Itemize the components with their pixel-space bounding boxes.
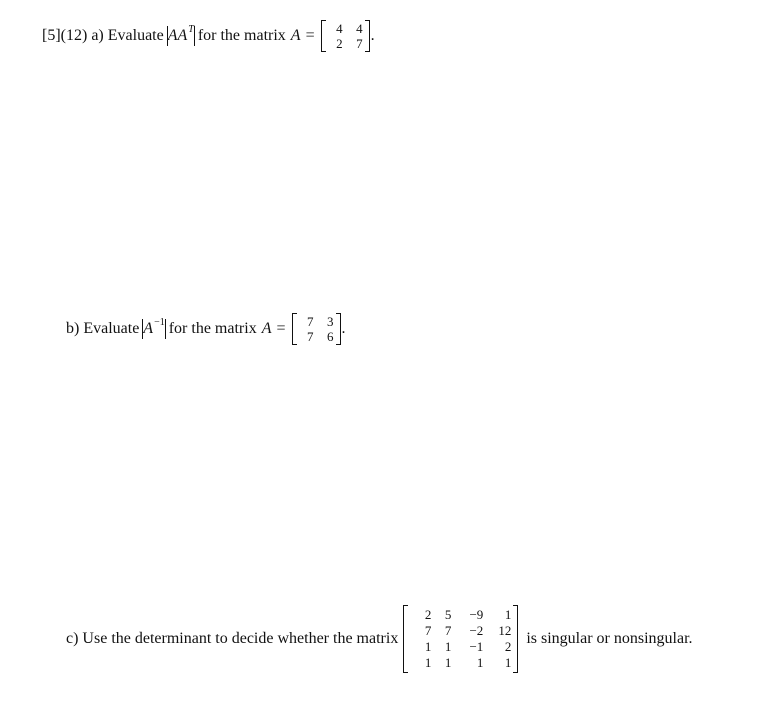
part-b-question [66, 313, 346, 345]
part-a-matrix [321, 20, 370, 52]
matrix-cell: 7 [444, 623, 452, 638]
matrix-cell: 1 [424, 639, 432, 654]
matrix-cell: 2 [336, 36, 343, 51]
part-a-product: AA [167, 27, 188, 44]
matrix-cell: 7 [424, 623, 432, 638]
part-b-exponent: −1 [154, 316, 165, 328]
part-c-matrix [403, 605, 518, 673]
part-a-equals: = [305, 27, 315, 44]
matrix-cell: 7 [356, 36, 363, 51]
part-a-prefix: [5](12) a) Evaluate [42, 27, 164, 44]
matrix-cell: 1 [504, 607, 512, 622]
matrix-cell: 7 [307, 314, 314, 329]
matrix-cell: 6 [327, 329, 334, 344]
matrix-cell: 1 [504, 655, 512, 670]
part-c-prefix: c) Use the determinant to decide whether the matrix [66, 630, 399, 647]
matrix-cell: 1 [444, 655, 452, 670]
part-b-equals: = [276, 320, 286, 337]
matrix-cell: −1 [469, 639, 484, 654]
matrix-cell: 7 [307, 329, 314, 344]
part-a-question [42, 20, 375, 52]
matrix-cell: −9 [469, 607, 484, 622]
matrix-cell: 1 [444, 639, 452, 654]
part-a-period: . [370, 27, 375, 44]
part-a-middle: for the matrix [197, 27, 286, 44]
matrix-cell: 2 [504, 639, 512, 654]
matrix-cell: 5 [444, 607, 452, 622]
part-a-exponent: T [188, 23, 194, 35]
matrix-cell: 4 [356, 21, 363, 36]
matrix-cell: 12 [498, 623, 512, 638]
part-b-determinant [142, 316, 165, 339]
part-b-prefix: b) Evaluate [66, 320, 140, 337]
matrix-cell: −2 [469, 623, 484, 638]
matrix-cell: 4 [336, 21, 343, 36]
part-b-var-inner: A [143, 320, 154, 337]
part-b-middle: for the matrix [168, 320, 257, 337]
part-c-suffix: is singular or nonsingular. [526, 630, 693, 647]
matrix-cell: 3 [327, 314, 334, 329]
matrix-cell: 1 [476, 655, 484, 670]
part-a-determinant [167, 23, 195, 46]
matrix-cell: 1 [424, 655, 432, 670]
matrix-cell: 2 [424, 607, 432, 622]
part-b-matrix [292, 313, 341, 345]
part-b-var: A [261, 320, 272, 337]
part-b-period: . [341, 320, 346, 337]
part-c-question [66, 605, 693, 673]
part-a-var: A [290, 27, 301, 44]
